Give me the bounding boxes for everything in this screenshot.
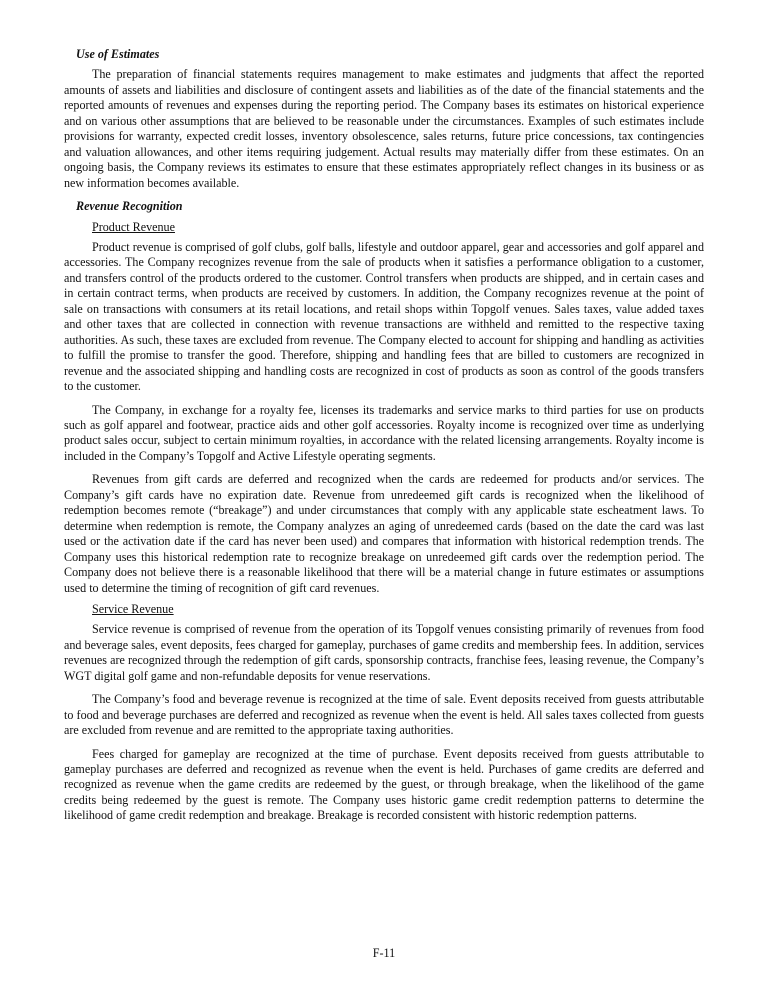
paragraph-product-revenue-2: The Company, in exchange for a royalty fee, licenses its trademarks and service marks to third parties for use on products such as golf apparel and footwear, practice aids and other golf accessories. Royalty income is recognized over time as underlying product sales occur, subject to certain minimum royalties, in accordance with the related licensing arrangements. Royalty income is included in the Company’s Topgolf and Active Lifestyle operating segments. [64,402,704,463]
paragraph-service-revenue-1: Service revenue is comprised of revenue from the operation of its Topgolf venues consisting primarily of revenues from food and beverage sales, event deposits, fees charged for gameplay, purchases of game credits and membership fees. In addition, services revenues are recognized through the redemption of gift cards, sponsorship contracts, franchise fees, leasing revenue, the Company’s WGT digital golf game and non-refundable deposits for venue reservations. [64,622,704,683]
paragraph-estimates: The preparation of financial statements requires management to make estimates and judgments that affect the reported amounts of assets and liabilities and disclosure of contingent assets and liabilities as of the date of the financial statements and the reported amounts of revenues and expenses during the reporting period. The Company bases its estimates on historical experience and on various other assumptions that are believed to be reasonable under the circumstances. Examples of such estimates include provisions for warranty, expected credit losses, inventory obsolescence, sales returns, future price concessions, tax contingencies and valuation allowances, and other items requiring judgement. Actual results may materially differ from these estimates. On an ongoing basis, the Company reviews its estimates to ensure that these estimates appropriately reflect changes in its business or as new information becomes available. [64,67,704,190]
document-page [64,47,704,832]
section-heading-revenue-recognition: Revenue Recognition [76,199,183,214]
paragraph-service-revenue-2: The Company’s food and beverage revenue is recognized at the time of sale. Event deposits received from guests attributable to food and beverage purchases are deferred and recognized as revenue when the event is held. All sales taxes collected from guests are excluded from revenue and are remitted to the appropriate taxing authorities. [64,692,704,738]
paragraph-service-revenue-3: Fees charged for gameplay are recognized at the time of purchase. Event deposits received from guests attributable to gameplay purchases are deferred and recognized as revenue when the event is held. Purchases of game credits are deferred and recognized as revenue when the game credits are redeemed by the guest, or through breakage, when the likelihood of the game credits being redeemed by the guest is remote. The Company uses historic game credit redemption patterns to determine the likelihood of game credit redemption and breakage. Breakage is recorded consistent with historic redemption patterns. [64,746,704,823]
subheading-service-revenue: Service Revenue [92,601,174,616]
subheading-product-revenue: Product Revenue [92,219,175,234]
paragraph-product-revenue-3: Revenues from gift cards are deferred and recognized when the cards are redeemed for products and/or services. The Company’s gift cards have no expiration date. Revenue from unredeemed gift cards is recognized when the likelihood of redemption becomes remote (“breakage”) and under circumstances that comply with any applicable state escheatment laws. To determine when redemption is remote, the Company analyzes an aging of unredeemed cards (based on the date the card was last used or the activation date if the card has never been used) and compares that information with historical redemption trends. The Company uses this historical redemption rate to recognize breakage on unredeemed gift cards over the redemption period. The Company does not believe there is a reasonable likelihood that there will be a material change in future estimates or assumptions used to determine the timing of recognition of gift card revenues. [64,472,704,595]
page-number: F-11 [372,946,396,960]
section-heading-use-of-estimates: Use of Estimates [76,47,160,61]
paragraph-product-revenue-1: Product revenue is comprised of golf clubs, golf balls, lifestyle and outdoor apparel, gear and accessories and golf apparel and accessories. The Company recognizes revenue from the sale of products when it satisfies a performance obligation to a customer, and transfers control of the products ordered to the customer. Control transfers when products are shipped, and in certain cases and in certain contract terms, when products are received by customers. In addition, the Company recognizes revenue at the point of sale on transactions with consumers at its retail locations, and retail shops within Topgolf venues. Sales taxes, value added taxes and other taxes that are collected in connection with revenue transactions are withheld and remitted to the respective taxing authorities. As such, these taxes are excluded from revenue. The Company elected to account for shipping and handling as activities to fulfill the promise to transfer the good. Therefore, shipping and handling fees that are billed to customers are recognized in revenue and the associated shipping and handling costs are recognized in cost of products as soon as control of the goods transfers to the customer. [64,239,704,394]
